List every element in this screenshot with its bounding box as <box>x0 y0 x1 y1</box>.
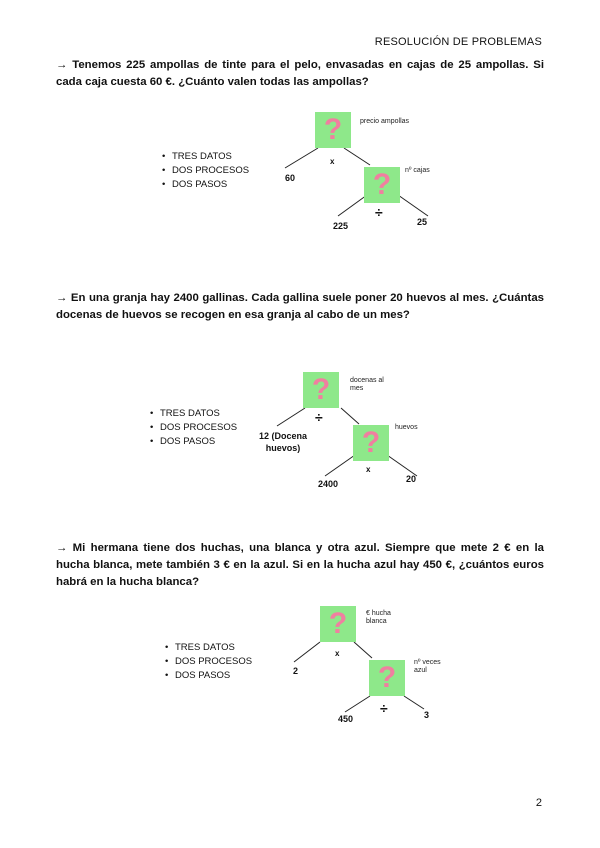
question-mark-icon: ? <box>311 373 331 406</box>
box-top-label: € hucha blanca <box>366 610 391 625</box>
question-mark-icon: ? <box>372 168 392 201</box>
operator-2: ÷ <box>375 204 383 220</box>
problem-1-text: → Tenemos 225 ampollas de tinte para el pelo, envasadas en cajas de 25 ampollas. Si cada caja cuesta 60 €. ¿Cuánto valen todas las ampollas? <box>56 59 544 88</box>
problem-2-text: → En una granja hay 2400 gallinas. Cada gallina suele poner 20 huevos al mes. ¿Cuántas docenas de huevos se recogen en esa granja al cabo de un mes? <box>56 292 544 321</box>
operator-2: ÷ <box>380 700 388 716</box>
bullet-item: • TRES DATOS <box>150 407 237 421</box>
question-mark-icon: ? <box>361 426 381 459</box>
left-value: 60 <box>285 173 296 183</box>
unknown-box-top <box>303 372 339 408</box>
operator-2: x <box>366 465 371 474</box>
problem-2-diagram <box>255 370 445 495</box>
unknown-box-mid <box>353 425 389 461</box>
bullet-item: • DOS PASOS <box>162 178 249 192</box>
operator-1: x <box>330 157 335 166</box>
box-mid-label: huevos <box>395 424 418 431</box>
operator-1: ÷ <box>315 409 323 425</box>
problem-1-bullets <box>162 150 249 192</box>
bullet-item: • TRES DATOS <box>162 150 249 164</box>
page-header: RESOLUCIÓN DE PROBLEMAS <box>374 36 542 48</box>
box-top-label: precio ampollas <box>360 118 410 125</box>
bottom-left-value: 225 <box>333 221 349 231</box>
bullet-item: • DOS PROCESOS <box>150 421 237 435</box>
unknown-box-top <box>315 112 351 148</box>
unknown-box-mid <box>364 167 400 203</box>
unknown-box-mid <box>369 660 405 696</box>
bullet-item: • DOS PROCESOS <box>165 655 252 669</box>
question-mark-icon: ? <box>377 661 397 694</box>
bottom-left-value: 2400 <box>318 479 339 489</box>
box-top-label: docenas al mes <box>350 377 384 392</box>
bullet-item: • DOS PASOS <box>165 669 252 683</box>
problem-1-diagram <box>280 110 450 235</box>
bottom-right-value: 20 <box>406 474 417 484</box>
bottom-left-value: 450 <box>338 714 354 724</box>
unknown-box-top <box>320 606 356 642</box>
bullet-item: • DOS PASOS <box>150 435 237 449</box>
page-number: 2 <box>535 797 542 809</box>
bottom-right-value: 25 <box>417 217 428 227</box>
bottom-right-value: 3 <box>424 710 430 720</box>
question-mark-icon: ? <box>323 113 343 146</box>
operator-1: x <box>335 649 340 658</box>
bullet-item: • DOS PROCESOS <box>162 164 249 178</box>
box-mid-label: nº cajas <box>405 167 430 174</box>
question-mark-icon: ? <box>328 607 348 640</box>
left-value: 2 <box>293 666 299 676</box>
left-value: 12 (Docena huevos) <box>258 431 308 453</box>
problem-3-text: → Mi hermana tiene dos huchas, una blanca y otra azul. Siempre que mete 2 € en la hucha blanca, mete también 3 € en la azul. Si en la hucha azul hay 450 €, ¿cuántos euros habrá en la hucha blanca? <box>56 542 544 588</box>
box-mid-label: nº veces azul <box>414 659 441 674</box>
problem-3-bullets <box>165 641 252 683</box>
problem-3-diagram <box>290 604 460 729</box>
bullet-item: • TRES DATOS <box>165 641 252 655</box>
problem-2-bullets <box>150 407 237 449</box>
